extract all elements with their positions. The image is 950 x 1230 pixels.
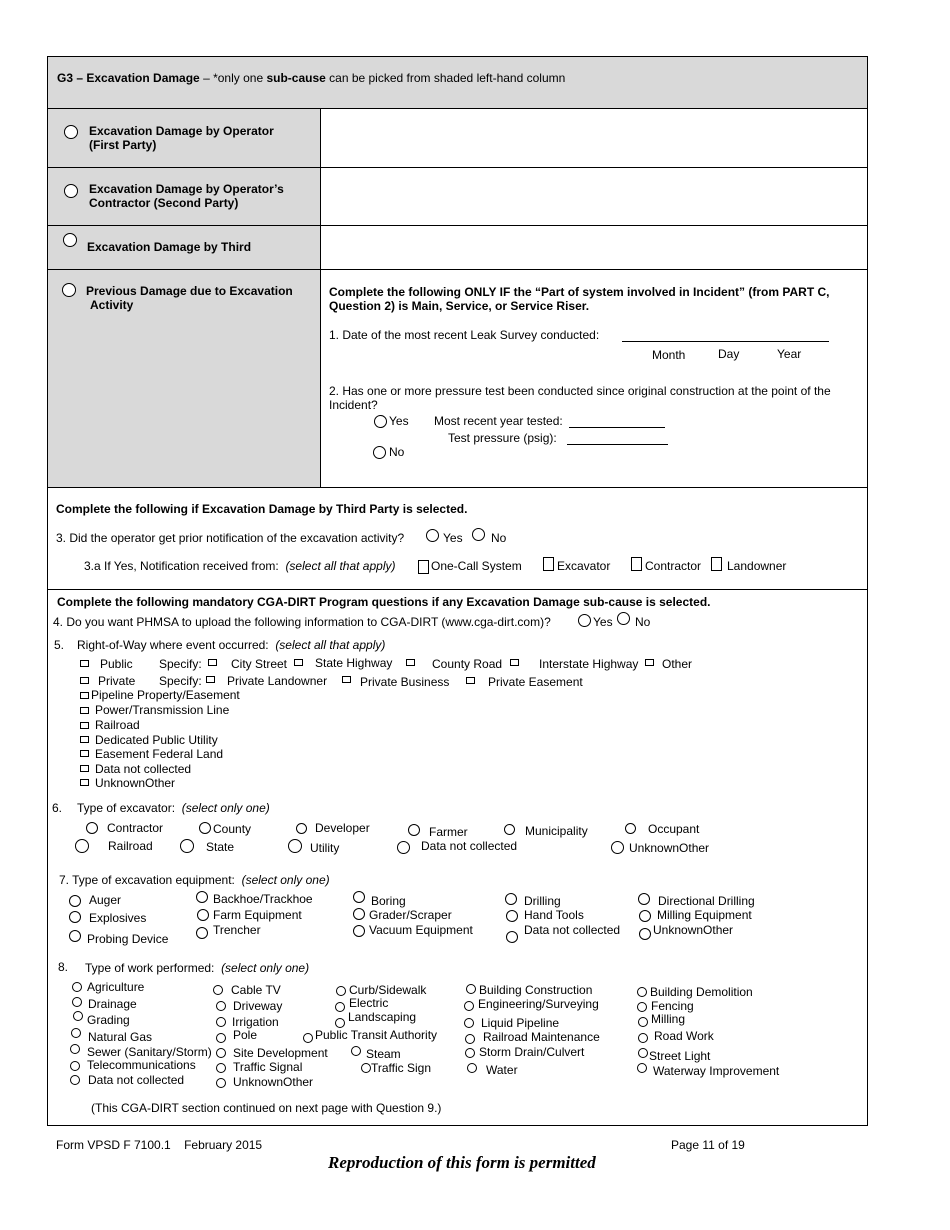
q3-label: 3. Did the operator get prior notification of the excavation activity? (56, 531, 405, 545)
equipment-radio[interactable] (506, 910, 518, 922)
work-radio[interactable] (351, 1046, 361, 1056)
equipment-radio[interactable] (353, 925, 365, 937)
work-label: Cable TV (231, 983, 281, 997)
q2-label: 2. Has one or more pressure test been conducted since original construction at the point of the Incident? (329, 384, 831, 412)
public-interstate-checkbox[interactable] (510, 659, 519, 666)
q3-no-label: No (491, 531, 507, 545)
work-label: Sewer (Sanitary/Storm) (87, 1045, 212, 1059)
private-business-label: Private Business (360, 675, 450, 689)
q3a-excavator-label: Excavator (557, 559, 611, 573)
row-item-checkbox[interactable] (80, 692, 89, 699)
work-label: Site Development (233, 1046, 328, 1060)
day-label: Day (718, 347, 740, 361)
column-divider (320, 108, 321, 488)
private-specify-label: Specify: (159, 674, 202, 688)
work-label: Irrigation (232, 1015, 279, 1029)
excavator-radio[interactable] (397, 841, 410, 854)
equipment-label: Probing Device (87, 932, 169, 946)
public-city-street-checkbox[interactable] (208, 659, 217, 666)
footer-reproduction: Reproduction of this form is permitted (328, 1153, 596, 1172)
excavator-radio[interactable] (408, 824, 420, 836)
divider (47, 225, 868, 226)
public-state-highway-checkbox[interactable] (294, 659, 303, 666)
subcause-third-party-radio[interactable] (63, 233, 77, 247)
q4-no-label: No (635, 615, 651, 629)
work-label: Engineering/Surveying (478, 997, 599, 1011)
excavator-radio[interactable] (611, 841, 624, 854)
excavator-label: Occupant (648, 822, 700, 836)
q3a-landowner-checkbox[interactable] (711, 557, 722, 571)
row-public-label: Public (100, 657, 133, 671)
row-item-label: UnknownOther (95, 776, 176, 790)
work-label: Curb/Sidewalk (349, 983, 427, 997)
q1-label: 1. Date of the most recent Leak Survey conducted: (329, 328, 600, 342)
q4-label: 4. Do you want PHMSA to upload the following information to CGA-DIRT (www.cga-dirt.com)? (53, 615, 551, 629)
private-landowner-checkbox[interactable] (206, 676, 215, 683)
private-easement-checkbox[interactable] (466, 677, 475, 684)
equipment-radio[interactable] (639, 928, 651, 940)
subcause-third-party-label: Excavation Damage by Third (87, 240, 252, 254)
row-item-label: Railroad (95, 718, 140, 732)
row-private-checkbox[interactable] (80, 677, 89, 684)
work-radio[interactable] (336, 986, 346, 996)
excavator-label: Data not collected (421, 839, 518, 853)
work-radio[interactable] (73, 1011, 83, 1021)
work-radio[interactable] (216, 1048, 226, 1058)
q3-yes-label: Yes (443, 531, 463, 545)
row-item-checkbox[interactable] (80, 750, 89, 757)
excavator-radio[interactable] (86, 822, 98, 834)
work-radio[interactable] (70, 1044, 80, 1054)
year-label: Year (777, 347, 802, 361)
excavator-radio[interactable] (288, 839, 302, 853)
work-radio[interactable] (464, 1018, 474, 1028)
work-label: UnknownOther (233, 1075, 314, 1089)
equipment-label: UnknownOther (653, 923, 734, 937)
work-label: Data not collected (88, 1073, 185, 1087)
work-label: Landscaping (348, 1010, 417, 1024)
work-label: Building Construction (479, 983, 593, 997)
q8-number: 8. (58, 960, 69, 974)
equipment-radio[interactable] (196, 927, 208, 939)
row-item-label: Pipeline Property/Easement (91, 688, 240, 702)
work-label: Grading (87, 1013, 130, 1027)
work-radio[interactable] (71, 1028, 81, 1038)
q6-label: Type of excavator: (select only one) (77, 801, 270, 815)
work-label: Traffic Signal (233, 1060, 303, 1074)
excavator-label: UnknownOther (629, 841, 710, 855)
pressure-test-yes-label: Yes (389, 414, 409, 428)
work-label: Fencing (651, 999, 694, 1013)
equipment-radio[interactable] (69, 930, 81, 942)
q4-yes-radio[interactable] (578, 614, 591, 627)
row-item-label: Data not collected (95, 762, 192, 776)
work-label: Railroad Maintenance (483, 1030, 600, 1044)
subcause-second-party-radio[interactable] (64, 184, 78, 198)
work-label: Traffic Sign (371, 1061, 432, 1075)
work-radio[interactable] (638, 1033, 648, 1043)
work-radio[interactable] (465, 1048, 475, 1058)
work-label: Driveway (233, 999, 283, 1013)
work-radio[interactable] (216, 1033, 226, 1043)
pressure-test-no-label: No (389, 445, 405, 459)
divider (47, 167, 868, 168)
q3a-excavator-checkbox[interactable] (543, 557, 554, 571)
private-easement-label: Private Easement (488, 675, 583, 689)
equipment-label: Trencher (213, 923, 261, 937)
equipment-radio[interactable] (353, 891, 365, 903)
subcause-first-party-label: Excavation Damage by Operator (First Party) (89, 124, 274, 152)
q7-label: 7. Type of excavation equipment: (select only one) (59, 873, 330, 887)
work-label: Liquid Pipeline (481, 1016, 560, 1030)
equipment-label: Drilling (524, 894, 561, 908)
row-public-checkbox[interactable] (80, 660, 89, 667)
work-radio[interactable] (638, 1017, 648, 1027)
equipment-radio[interactable] (638, 893, 650, 905)
equipment-radio[interactable] (197, 909, 209, 921)
recent-year-field[interactable] (569, 417, 665, 428)
equipment-label: Vacuum Equipment (369, 923, 473, 937)
excavator-radio[interactable] (625, 823, 636, 834)
pressure-test-yes-radio[interactable] (374, 415, 387, 428)
q4-yes-label: Yes (593, 615, 613, 629)
work-label: Natural Gas (88, 1030, 153, 1044)
row-item-label: Power/Transmission Line (95, 703, 230, 717)
excavator-radio[interactable] (180, 839, 194, 853)
work-radio[interactable] (216, 1001, 226, 1011)
equipment-radio[interactable] (196, 891, 208, 903)
excavator-label: Developer (315, 821, 370, 835)
equipment-label: Backhoe/Trackhoe (213, 892, 313, 906)
test-pressure-label: Test pressure (psig): (448, 431, 557, 445)
leak-survey-date-field[interactable] (622, 331, 829, 342)
recent-year-label: Most recent year tested: (434, 414, 563, 428)
q3-yes-radio[interactable] (426, 529, 439, 542)
work-label: Steam (366, 1047, 401, 1061)
public-interstate-label: Interstate Highway (539, 657, 639, 671)
work-radio[interactable] (335, 1018, 345, 1028)
equipment-label: Directional Drilling (658, 894, 755, 908)
row-item-checkbox[interactable] (80, 707, 89, 714)
excavator-radio[interactable] (199, 822, 211, 834)
excavator-label: Contractor (107, 821, 164, 835)
q5-label: Right-of-Way where event occurred: (select all that apply) (77, 638, 386, 652)
work-radio[interactable] (70, 1061, 80, 1071)
work-radio[interactable] (70, 1075, 80, 1085)
row-item-checkbox[interactable] (80, 779, 89, 786)
work-label: Pole (233, 1028, 258, 1042)
excavator-radio[interactable] (296, 823, 307, 834)
work-radio[interactable] (638, 1048, 648, 1058)
q3a-contractor-checkbox[interactable] (631, 557, 642, 571)
excavator-label: Municipality (525, 824, 588, 838)
continued-note: (This CGA-DIRT section continued on next page with Question 9.) (91, 1101, 442, 1115)
equipment-label: Boring (371, 894, 406, 908)
divider (47, 487, 868, 488)
divider (47, 589, 868, 590)
equipment-radio[interactable] (506, 931, 518, 943)
equipment-radio[interactable] (69, 895, 81, 907)
footer-form-id: Form VPSD F 7100.1 February 2015 (56, 1138, 263, 1152)
private-business-checkbox[interactable] (342, 676, 351, 683)
work-radio[interactable] (216, 1063, 226, 1073)
row-item-label: Dedicated Public Utility (95, 733, 218, 747)
work-radio[interactable] (465, 1034, 475, 1044)
cga-heading: Complete the following mandatory CGA-DIRT Program questions if any Excavation Damage sub-cause is selected. (57, 595, 711, 609)
work-radio[interactable] (303, 1033, 313, 1043)
excavator-label: Utility (310, 841, 340, 855)
subcause-previous-damage-label: Previous Damage due to Excavation Activity (86, 284, 293, 312)
work-radio[interactable] (464, 1001, 474, 1011)
private-landowner-label: Private Landowner (227, 674, 328, 688)
divider (47, 269, 868, 270)
equipment-radio[interactable] (69, 911, 81, 923)
third-party-heading: Complete the following if Excavation Damage by Third Party is selected. (56, 502, 468, 516)
work-label: Waterway Improvement (653, 1064, 780, 1078)
work-label: Drainage (88, 997, 137, 1011)
work-label: Road Work (654, 1029, 714, 1043)
work-radio[interactable] (213, 985, 223, 995)
public-specify-label: Specify: (159, 657, 202, 671)
excavator-radio[interactable] (75, 839, 89, 853)
subcause-first-party-radio[interactable] (64, 125, 78, 139)
work-radio[interactable] (361, 1063, 371, 1073)
public-other-checkbox[interactable] (645, 659, 654, 666)
pressure-test-no-radio[interactable] (373, 446, 386, 459)
q8-label: Type of work performed: (select only one) (85, 961, 310, 975)
q6-number: 6. (52, 801, 63, 815)
public-county-road-label: County Road (432, 657, 503, 671)
q3-no-radio[interactable] (472, 528, 485, 541)
work-radio[interactable] (216, 1078, 226, 1088)
public-other-label: Other (662, 657, 693, 671)
row-item-checkbox[interactable] (80, 722, 89, 729)
work-label: Water (486, 1063, 518, 1077)
work-label: Public Transit Authority (315, 1028, 438, 1042)
excavator-label: State (206, 840, 235, 854)
work-radio[interactable] (72, 982, 82, 992)
q3a-one-call-checkbox[interactable] (418, 560, 429, 574)
q3a-landowner-label: Landowner (727, 559, 787, 573)
work-radio[interactable] (637, 1002, 647, 1012)
subcause-second-party-label: Excavation Damage by Operator’s Contractor (Second Party) (89, 182, 284, 210)
work-radio[interactable] (637, 987, 647, 997)
excavator-label: County (213, 822, 252, 836)
q3a-label: 3.a If Yes, Notification received from: (select all that apply) (84, 559, 396, 573)
public-state-highway-label: State Highway (315, 656, 393, 670)
test-pressure-field[interactable] (567, 434, 668, 445)
row-item-checkbox[interactable] (80, 736, 89, 743)
equipment-radio[interactable] (639, 910, 651, 922)
equipment-label: Data not collected (524, 923, 621, 937)
work-radio[interactable] (335, 1002, 345, 1012)
footer-page-number: Page 11 of 19 (671, 1138, 745, 1152)
subcause-previous-damage-radio[interactable] (62, 283, 76, 297)
work-label: Telecommunications (87, 1058, 196, 1072)
work-radio[interactable] (466, 984, 476, 994)
excavator-label: Railroad (108, 839, 153, 853)
work-radio[interactable] (637, 1063, 647, 1073)
public-city-street-label: City Street (231, 657, 288, 671)
work-label: Agriculture (87, 980, 145, 994)
q3a-contractor-label: Contractor (645, 559, 702, 573)
month-label: Month (652, 348, 686, 362)
section-header: G3 – Excavation Damage – *only one sub-cause can be picked from shaded left-hand column (57, 71, 566, 85)
equipment-label: Hand Tools (524, 908, 584, 922)
excavator-label: Farmer (429, 825, 468, 839)
work-radio[interactable] (72, 997, 82, 1007)
excavator-radio[interactable] (504, 824, 515, 835)
equipment-radio[interactable] (505, 893, 517, 905)
work-radio[interactable] (467, 1063, 477, 1073)
equipment-label: Grader/Scraper (369, 908, 452, 922)
q3a-one-call-label: One-Call System (431, 559, 522, 573)
work-label: Milling (651, 1012, 686, 1026)
equipment-label: Farm Equipment (213, 908, 302, 922)
work-label: Building Demolition (650, 985, 753, 999)
q5-number: 5. (54, 638, 65, 652)
work-label: Street Light (649, 1049, 711, 1063)
equipment-label: Auger (89, 893, 122, 907)
equipment-label: Milling Equipment (657, 908, 752, 922)
row-item-label: Easement Federal Land (95, 747, 224, 761)
equipment-label: Explosives (89, 911, 147, 925)
q4-no-radio[interactable] (617, 612, 630, 625)
previous-damage-instruction: Complete the following ONLY IF the “Part of system involved in Incident” (from PART C, Question 2) is Main, Service, or Service Riser. (329, 285, 830, 313)
public-county-road-checkbox[interactable] (406, 659, 415, 666)
row-private-label: Private (98, 674, 136, 688)
work-label: Storm Drain/Culvert (479, 1045, 585, 1059)
work-label: Electric (349, 996, 389, 1010)
equipment-radio[interactable] (353, 908, 365, 920)
work-radio[interactable] (216, 1017, 226, 1027)
row-item-checkbox[interactable] (80, 765, 89, 772)
